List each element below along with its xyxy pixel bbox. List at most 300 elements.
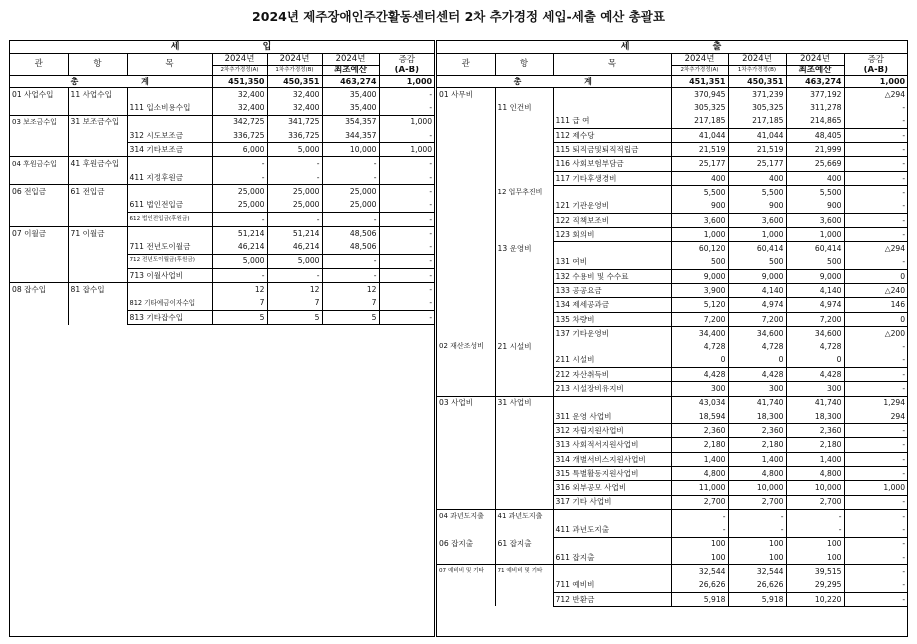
mok-cell: 312 자립지원사업비: [553, 424, 671, 438]
total-value: 450,351: [267, 76, 322, 88]
hang-cell: [495, 523, 553, 537]
value-cell: 2,180: [671, 438, 728, 452]
mok-cell: 311 운영 사업비: [553, 410, 671, 424]
value-cell: 41,044: [728, 128, 786, 142]
mok-cell: [553, 509, 671, 523]
gwan-cell: [437, 452, 495, 466]
value-cell: 46,214: [212, 240, 267, 254]
gwan-cell: [437, 327, 495, 341]
hang-cell: [495, 298, 553, 312]
value-cell: 305,325: [671, 101, 728, 114]
value-cell: 0: [728, 354, 786, 368]
value-cell: 21,519: [671, 143, 728, 157]
value-cell: 41,740: [728, 396, 786, 410]
mok-cell: 213 시설장비유지비: [553, 382, 671, 396]
value-cell: 3,600: [786, 213, 844, 227]
value-cell: 2,700: [728, 495, 786, 509]
diff-cell: -: [844, 256, 907, 270]
value-cell: 60,414: [786, 242, 844, 256]
expense-table: [437, 41, 907, 607]
value-cell: -: [322, 171, 379, 185]
revenue-total-row: [10, 76, 434, 88]
table-row: [437, 410, 907, 424]
hang-cell: [68, 212, 127, 226]
gwan-cell: [437, 495, 495, 509]
value-cell: -: [212, 212, 267, 226]
gwan-cell: [437, 284, 495, 298]
diff-cell: -: [379, 198, 434, 212]
value-cell: 25,669: [786, 157, 844, 171]
value-cell: 300: [786, 382, 844, 396]
gwan-cell: [437, 186, 495, 200]
hang-cell: [495, 128, 553, 142]
gwan-cell: [437, 199, 495, 213]
expense-panel: [436, 40, 908, 637]
table-row: [437, 101, 907, 114]
hang-cell: [68, 310, 127, 324]
mok-cell: [553, 565, 671, 579]
mok-cell: [127, 226, 212, 240]
value-cell: 26,626: [671, 578, 728, 592]
diff-header: 증감: [844, 54, 907, 66]
value-cell: 5,000: [212, 254, 267, 268]
value-cell: 2,180: [786, 438, 844, 452]
table-row: [437, 128, 907, 142]
value-cell: 4,428: [786, 367, 844, 381]
table-row: [10, 240, 434, 254]
diff-cell: -: [844, 186, 907, 200]
mok-cell: 314 기타보조금: [127, 143, 212, 157]
value-cell: 4,974: [786, 298, 844, 312]
mok-cell: 123 회의비: [553, 227, 671, 241]
value-cell: 4,800: [786, 467, 844, 481]
hang-cell: 41 후원금수입: [68, 157, 127, 171]
value-cell: 60,120: [671, 242, 728, 256]
mok-cell: [553, 242, 671, 256]
table-row: [437, 186, 907, 200]
diff-cell: -: [844, 171, 907, 185]
gwan-cell: 04 과년도지출: [437, 509, 495, 523]
table-row: [437, 256, 907, 270]
hang-cell: [495, 495, 553, 509]
value-cell: 25,177: [671, 157, 728, 171]
value-cell: 305,325: [728, 101, 786, 114]
value-cell: 34,600: [728, 327, 786, 341]
mok-cell: 116 사회보험부담금: [553, 157, 671, 171]
mok-cell: 317 기타 사업비: [553, 495, 671, 509]
gwan-cell: 06 전입금: [10, 185, 68, 199]
col2-sub: 1차추가경정(B): [728, 66, 786, 76]
hang-cell: 21 시설비: [495, 340, 553, 353]
table-row: [10, 129, 434, 143]
value-cell: 25,000: [212, 198, 267, 212]
hang-cell: [495, 157, 553, 171]
diff-cell: -: [844, 213, 907, 227]
diff-cell: -: [844, 367, 907, 381]
value-cell: 7: [212, 296, 267, 310]
hang-cell: [495, 171, 553, 185]
hang-cell: [495, 382, 553, 396]
value-cell: 100: [728, 537, 786, 551]
hang-cell: [495, 354, 553, 368]
hang-cell: [495, 115, 553, 129]
hang-cell: [495, 424, 553, 438]
gwan-cell: [437, 242, 495, 256]
value-cell: 25,000: [322, 198, 379, 212]
value-cell: 10,220: [786, 592, 844, 606]
mok-cell: 131 여비: [553, 256, 671, 270]
total-label: 총 계: [437, 76, 671, 88]
value-cell: 400: [786, 171, 844, 185]
diff-cell: -: [379, 212, 434, 226]
diff-cell: 294: [844, 410, 907, 424]
value-cell: 1,000: [786, 227, 844, 241]
value-cell: 377,192: [786, 88, 844, 102]
gwan-cell: 02 재산조성비: [439, 342, 484, 351]
gwan-cell: 07 예비비 및 기타: [437, 565, 495, 579]
hang-cell: [68, 268, 127, 282]
diff-cell: -: [844, 199, 907, 213]
mok-header: 목: [553, 54, 671, 76]
value-cell: 5,000: [267, 254, 322, 268]
hang-cell: [68, 143, 127, 157]
diff-cell: 1,294: [844, 396, 907, 410]
diff-header: 증감: [379, 54, 434, 66]
total-value: 1,000: [379, 76, 434, 88]
table-row: [437, 565, 907, 579]
revenue-panel: [9, 40, 435, 637]
mok-cell: 711 전년도이월금: [127, 240, 212, 254]
diff-cell: 1,000: [844, 481, 907, 495]
mok-cell: 712 전년도이월금(후원금): [127, 254, 212, 268]
value-cell: 5,000: [267, 143, 322, 157]
diff-cell: -: [379, 185, 434, 199]
value-cell: 371,239: [728, 88, 786, 102]
gwan-cell: 01 사업수입: [10, 88, 68, 102]
total-value: 451,351: [671, 76, 728, 88]
mok-cell: 411 과년도지출: [553, 523, 671, 537]
mok-cell: 713 이월사업비: [127, 268, 212, 282]
value-cell: 51,214: [212, 226, 267, 240]
mok-cell: 117 기타후생경비: [553, 171, 671, 185]
value-cell: 900: [786, 199, 844, 213]
value-cell: 1,400: [728, 452, 786, 466]
hang-cell: 11 인건비: [495, 101, 553, 114]
table-row: [437, 115, 907, 129]
value-cell: 26,626: [728, 578, 786, 592]
hang-cell: [495, 88, 553, 102]
gwan-cell: [437, 467, 495, 481]
value-cell: 46,214: [267, 240, 322, 254]
diff-cell: -: [379, 129, 434, 143]
value-cell: -: [267, 157, 322, 171]
value-cell: 5: [267, 310, 322, 324]
value-cell: 4,728: [728, 340, 786, 353]
hang-cell: 61 전입금: [68, 185, 127, 199]
hang-cell: 81 잡수입: [68, 283, 127, 297]
diff-cell: △240: [844, 284, 907, 298]
hang-cell: 71 이월금: [68, 226, 127, 240]
col1-sub: 2차추가경정(A): [671, 66, 728, 76]
value-cell: -: [322, 254, 379, 268]
hang-cell: [495, 438, 553, 452]
value-cell: 12: [267, 283, 322, 297]
mok-cell: 812 기타예금이자수입: [127, 296, 212, 310]
revenue-header: 세 입: [10, 41, 434, 54]
value-cell: 7: [322, 296, 379, 310]
value-cell: 100: [671, 537, 728, 551]
table-row: [10, 310, 434, 324]
diff-cell: -: [379, 254, 434, 268]
col1-year: 2024년: [671, 54, 728, 66]
value-cell: 100: [728, 551, 786, 565]
diff-cell: -: [379, 268, 434, 282]
gwan-cell: 01 사무비: [437, 88, 495, 102]
table-row: [437, 298, 907, 312]
value-cell: 4,728: [671, 340, 728, 353]
value-cell: 12: [322, 283, 379, 297]
value-cell: 5: [212, 310, 267, 324]
mok-header: 목: [127, 54, 212, 76]
hang-cell: 71 예비비 및 기타: [495, 565, 553, 579]
table-row: [437, 213, 907, 227]
gwan-cell: [437, 438, 495, 452]
col2-year: 2024년: [728, 54, 786, 66]
gwan-cell: [10, 212, 68, 226]
value-cell: 4,140: [728, 284, 786, 298]
gwan-cell: [10, 198, 68, 212]
diff-cell: 1,000: [379, 115, 434, 129]
mok-cell: [127, 185, 212, 199]
value-cell: 41,044: [671, 128, 728, 142]
table-row: [437, 396, 907, 410]
value-cell: 43,034: [671, 396, 728, 410]
gwan-cell: [437, 578, 495, 592]
table-row: [437, 227, 907, 241]
diff-cell: -: [844, 495, 907, 509]
value-cell: 2,700: [671, 495, 728, 509]
total-label: 총 계: [10, 76, 212, 88]
value-cell: 2,360: [728, 424, 786, 438]
gwan-cell: [437, 269, 495, 283]
total-value: 451,350: [212, 76, 267, 88]
hang-cell: 61 잡지출: [495, 537, 553, 551]
value-cell: 5,500: [671, 186, 728, 200]
value-cell: 400: [728, 171, 786, 185]
value-cell: 1,000: [671, 227, 728, 241]
hang-cell: [495, 592, 553, 606]
mok-cell: 121 기관운영비: [553, 199, 671, 213]
mok-cell: 314 개별서비스지원사업비: [553, 452, 671, 466]
table-row: [437, 438, 907, 452]
hang-cell: [495, 551, 553, 565]
value-cell: -: [212, 268, 267, 282]
hang-cell: [68, 254, 127, 268]
gwan-cell: [10, 268, 68, 282]
total-value: 463,274: [786, 76, 844, 88]
gwan-cell: [437, 410, 495, 424]
table-row: [437, 284, 907, 298]
diff-cell: -: [379, 101, 434, 115]
diff-cell: 1,000: [379, 143, 434, 157]
diff-cell: 0: [844, 312, 907, 326]
gwan-cell: [437, 551, 495, 565]
value-cell: 10,000: [728, 481, 786, 495]
diff-cell: -: [844, 537, 907, 551]
diff-cell: -: [844, 523, 907, 537]
table-row: [437, 340, 907, 353]
gwan-cell: [437, 298, 495, 312]
value-cell: 336,725: [212, 129, 267, 143]
table-row: [437, 537, 907, 551]
mok-cell: [553, 88, 671, 102]
gwan-cell: [437, 213, 495, 227]
hang-cell: [495, 284, 553, 298]
value-cell: 2,700: [786, 495, 844, 509]
value-cell: 342,725: [212, 115, 267, 129]
table-row: [437, 382, 907, 396]
value-cell: 2,360: [671, 424, 728, 438]
hang-cell: [495, 410, 553, 424]
diff-cell: -: [844, 592, 907, 606]
gwan-cell: 03 사업비: [437, 396, 495, 410]
value-cell: 100: [786, 551, 844, 565]
value-cell: 400: [671, 171, 728, 185]
mok-cell: 122 직책보조비: [553, 213, 671, 227]
hang-cell: [495, 367, 553, 381]
value-cell: 1,400: [786, 452, 844, 466]
gwan-cell: 08 잡수입: [10, 283, 68, 297]
value-cell: 0: [786, 354, 844, 368]
diff-cell: -: [844, 157, 907, 171]
col2-year: 2024년: [267, 54, 322, 66]
table-row: [10, 157, 434, 171]
mok-cell: 111 입소비용수입: [127, 101, 212, 115]
value-cell: 9,000: [728, 269, 786, 283]
value-cell: 5,918: [671, 592, 728, 606]
value-cell: 2,180: [728, 438, 786, 452]
value-cell: 25,000: [212, 185, 267, 199]
value-cell: 354,357: [322, 115, 379, 129]
table-row: [437, 312, 907, 326]
diff-cell: -: [379, 283, 434, 297]
col3-sub: 최초예산: [786, 66, 844, 76]
value-cell: 311,278: [786, 101, 844, 114]
value-cell: 344,357: [322, 129, 379, 143]
hang-cell: [495, 213, 553, 227]
table-row: [437, 495, 907, 509]
value-cell: 32,400: [212, 88, 267, 102]
gwan-cell: [10, 296, 68, 310]
value-cell: 34,600: [786, 327, 844, 341]
diff-cell: -: [379, 296, 434, 310]
value-cell: 18,594: [671, 410, 728, 424]
table-row: [437, 88, 907, 102]
value-cell: 32,544: [671, 565, 728, 579]
value-cell: 336,725: [267, 129, 322, 143]
gwan-header: 관: [10, 54, 68, 76]
hang-cell: [495, 269, 553, 283]
diff-cell: -: [844, 452, 907, 466]
col2-sub: 1차추가경정(B): [267, 66, 322, 76]
diff-cell: -: [844, 551, 907, 565]
hang-cell: [495, 199, 553, 213]
value-cell: -: [322, 157, 379, 171]
mok-cell: 813 기타잡수입: [127, 310, 212, 324]
mok-cell: [553, 101, 671, 114]
value-cell: 5,120: [671, 298, 728, 312]
value-cell: 5: [322, 310, 379, 324]
table-row: [437, 143, 907, 157]
value-cell: 21,999: [786, 143, 844, 157]
table-row: [437, 424, 907, 438]
value-cell: 12: [212, 283, 267, 297]
gwan-cell: [437, 143, 495, 157]
hang-cell: 12 업무추진비: [495, 186, 553, 200]
gwan-cell: [10, 254, 68, 268]
value-cell: 4,974: [728, 298, 786, 312]
hang-header: 항: [495, 54, 553, 76]
table-row: [437, 592, 907, 606]
value-cell: 214,865: [786, 115, 844, 129]
mok-cell: [127, 157, 212, 171]
mok-cell: [553, 396, 671, 410]
diff-cell: -: [844, 340, 907, 353]
diff-cell: -: [844, 115, 907, 129]
mok-cell: 611 법인전입금: [127, 198, 212, 212]
diff-cell: -: [379, 310, 434, 324]
mok-cell: 612 법인전입금(후원금): [127, 212, 212, 226]
gwan-cell: 06 잡지출: [439, 539, 474, 549]
expense-total-row: [437, 76, 907, 88]
hang-cell: [68, 240, 127, 254]
value-cell: 21,519: [728, 143, 786, 157]
hang-cell: [495, 578, 553, 592]
value-cell: 51,214: [267, 226, 322, 240]
mok-cell: 211 시설비: [553, 354, 671, 368]
mok-cell: 711 예비비: [553, 578, 671, 592]
hang-cell: [495, 467, 553, 481]
value-cell: 48,405: [786, 128, 844, 142]
mok-cell: [127, 115, 212, 129]
gwan-cell: [437, 157, 495, 171]
diff-cell: -: [844, 354, 907, 368]
value-cell: 29,295: [786, 578, 844, 592]
table-row: [10, 143, 434, 157]
gwan-cell: [437, 424, 495, 438]
hang-cell: [68, 171, 127, 185]
gwan-header: 관: [437, 54, 495, 76]
col1-year: 2024년: [212, 54, 267, 66]
value-cell: 300: [671, 382, 728, 396]
value-cell: 32,400: [267, 101, 322, 115]
value-cell: -: [671, 523, 728, 537]
diff-cell: -: [844, 128, 907, 142]
table-row: [10, 296, 434, 310]
value-cell: 5,500: [728, 186, 786, 200]
value-cell: -: [728, 509, 786, 523]
gwan-cell: 04 후원금수입: [10, 157, 68, 171]
mok-cell: 212 자산취득비: [553, 367, 671, 381]
value-cell: 4,728: [786, 340, 844, 353]
mok-cell: 312 시도보조금: [127, 129, 212, 143]
table-row: [437, 269, 907, 283]
diff-cell: △294: [844, 88, 907, 102]
hang-cell: [495, 312, 553, 326]
hang-cell: 31 사업비: [495, 396, 553, 410]
table-row: [437, 509, 907, 523]
diff-sub: (A-B): [379, 66, 434, 76]
